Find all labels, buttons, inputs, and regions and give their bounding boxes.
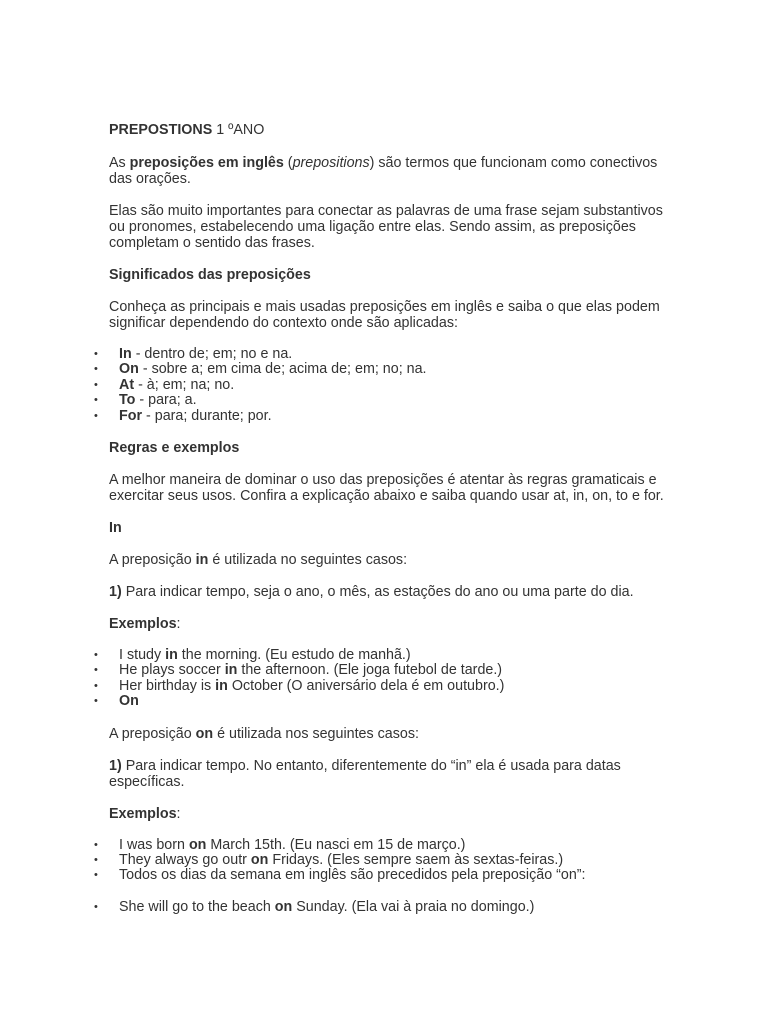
bullet-icon: • [94, 900, 98, 913]
preposition-word: On [119, 361, 139, 378]
example-text-c: the morning. (Eu estudo de manhã.) [177, 647, 411, 664]
preposition-meaning: - dentro de; em; no e na. [131, 346, 293, 362]
rule-number: 1) [109, 584, 122, 601]
example-text-c: March 15th. (Eu nasci em 15 de março.) [206, 836, 466, 853]
on-intro-text-a: A preposição [109, 725, 196, 742]
example-bold: on [188, 836, 207, 853]
example-bold: on [250, 852, 269, 869]
example-text-a: I study [119, 647, 166, 664]
list-item [94, 677, 669, 694]
in-examples-label [109, 616, 669, 632]
preposition-meaning: - sobre a; em cima de; acima de; em; no; na. [138, 361, 427, 378]
list-item [94, 852, 669, 869]
in-intro-bold: in [195, 552, 209, 569]
list-item [94, 407, 669, 424]
list-item [94, 361, 669, 378]
on-rule-1 [109, 758, 669, 790]
intro1-bold: preposições em inglês [129, 155, 284, 171]
preposition-meaning: - para; a. [135, 392, 197, 409]
on-examples-list [94, 836, 669, 884]
page-title [109, 122, 669, 138]
heading-in: In [109, 520, 122, 537]
bullet-icon: • [94, 363, 98, 376]
intro1-italic: prepositions [292, 155, 370, 171]
list-item [94, 867, 669, 884]
meanings-list [94, 346, 669, 424]
heading-rules: Regras e exemplos [109, 440, 240, 457]
bullet-icon: • [94, 348, 98, 360]
rule-number: 1) [109, 757, 122, 774]
bullet-icon: • [94, 679, 98, 692]
in-examples-list [94, 647, 669, 710]
intro-paragraph-1 [109, 155, 669, 187]
list-item [94, 662, 669, 679]
preposition-meaning: - para; durante; por. [142, 407, 272, 424]
on-intro-text-c: é utilizada nos seguintes casos: [213, 725, 419, 742]
on-intro [109, 726, 669, 742]
on-intro-bold: on [195, 725, 214, 742]
list-item [94, 647, 669, 664]
intro-paragraph-2: Elas são muito importantes para conectar as palavras de uma frase sejam substantivos ou pronomes, estabelecendo uma ligação entre elas. Sendo assim, as preposições completam o sentido das frases. [109, 203, 663, 251]
bullet-icon: • [94, 695, 98, 708]
in-intro [109, 552, 669, 568]
example-text-a: He plays soccer [119, 662, 225, 679]
bullet-icon: • [94, 869, 98, 882]
intro1-text-e: ) são termos que funcionam como conectivos das orações. [109, 155, 658, 187]
example-text-c: the afternoon. (Ele joga futebol de tarde.) [237, 662, 503, 679]
bullet-icon: • [94, 394, 98, 407]
example-text-c: October (O aniversário dela é em outubro.) [227, 677, 505, 694]
list-item [94, 346, 669, 362]
example-bold: in [215, 677, 228, 694]
meanings-intro: Conheça as principais e mais usadas preposições em inglês e saiba o que elas podem significar dependendo do contexto onde são aplicadas: [109, 299, 660, 331]
intro1-text-c: ( [283, 155, 293, 171]
list-item [94, 898, 669, 915]
heading-on: On [119, 693, 139, 710]
preposition-word: To [119, 392, 136, 409]
title-rest: 1 ºANO [212, 122, 265, 138]
examples-label-colon: : [176, 805, 181, 822]
bullet-icon: • [94, 409, 98, 422]
on-examples-list-2 [94, 898, 669, 915]
example-bold: in [224, 662, 238, 679]
preposition-meaning: - à; em; na; no. [134, 376, 235, 393]
example-text-a: Todos os dias da semana em inglês são precedidos pela preposição “on”: [119, 867, 586, 884]
examples-label-bold: Exemplos [109, 616, 177, 633]
example-text-a: She will go to the beach [119, 898, 275, 915]
heading-meanings: Significados das preposições [109, 267, 311, 283]
title-bold: PREPOSTIONS [109, 122, 213, 138]
list-item [94, 836, 669, 853]
example-bold: in [165, 647, 178, 664]
examples-label-bold: Exemplos [109, 805, 177, 822]
example-text-c: Fridays. (Eles sempre saem às sextas-feiras.) [268, 852, 564, 869]
example-bold: on [274, 898, 293, 915]
intro1-text-a: As [109, 155, 130, 171]
example-text-c: Sunday. (Ela vai à praia no domingo.) [292, 898, 535, 915]
bullet-icon: • [94, 854, 98, 867]
preposition-word: In [119, 346, 132, 362]
bullet-icon: • [94, 664, 98, 677]
bullet-icon: • [94, 649, 98, 662]
example-text-a: I was born [119, 836, 189, 853]
document-body [94, 122, 669, 931]
list-item [94, 392, 669, 409]
in-intro-text-a: A preposição [109, 552, 196, 569]
list-item [94, 376, 669, 393]
list-item [94, 693, 669, 710]
rule-text: Para indicar tempo, seja o ano, o mês, as estações do ano ou uma parte do dia. [121, 584, 634, 601]
on-examples-label [109, 806, 669, 822]
preposition-word: For [119, 407, 143, 424]
in-rule-1 [109, 584, 669, 600]
preposition-word: At [119, 376, 135, 393]
rules-intro: A melhor maneira de dominar o uso das preposições é atentar às regras gramaticais e exercitar seus usos. Confira a explicação abaixo e saiba quando usar at, in, on, to e for. [109, 472, 664, 505]
bullet-icon: • [94, 378, 98, 391]
in-intro-text-c: é utilizada no seguintes casos: [208, 552, 408, 569]
examples-label-colon: : [176, 616, 181, 633]
example-text-a: Her birthday is [119, 677, 216, 694]
example-text-a: They always go outr [119, 852, 251, 869]
bullet-icon: • [94, 838, 98, 851]
rule-text: Para indicar tempo. No entanto, diferentemente do “in” ela é usada para datas específicas. [109, 757, 621, 790]
